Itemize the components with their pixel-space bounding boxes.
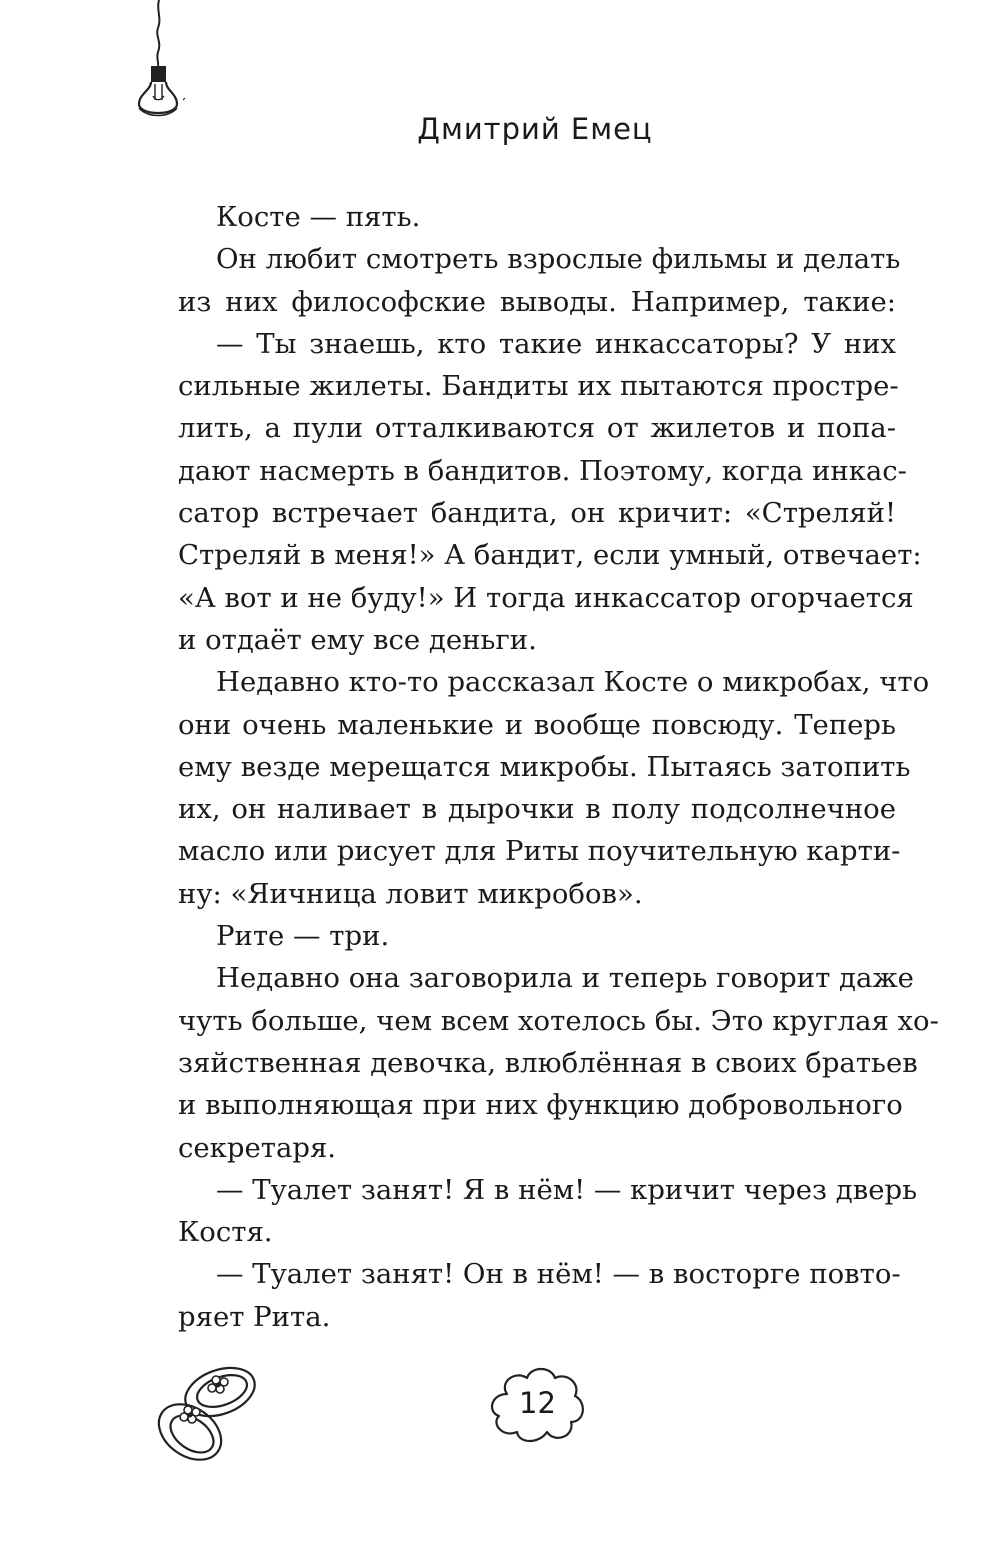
text-line: и отдаёт ему все деньги.	[178, 623, 537, 656]
text-line: Стреляй в меня!» А бандит, если умный, отвечает:	[178, 539, 922, 572]
text-line: дают насмерть в бандитов. Поэтому, когда инкас-	[178, 454, 907, 487]
text-line: — Туалет занят! Он в нём! — в восторге повто-	[216, 1258, 901, 1291]
text-line: Косте — пять.	[216, 201, 421, 233]
text-line: ему везде мерещатся микробы. Пытаясь затопить	[178, 750, 911, 783]
text-line: зяйственная девочка, влюблённая в своих братьев	[178, 1046, 918, 1079]
text-line: «А вот и не буду!» И тогда инкассатор огорчается	[178, 581, 914, 614]
text-line: Он любит смотреть взрослые фильмы и делать	[216, 243, 901, 276]
text-line: они очень маленькие и вообще повсюду. Теперь	[178, 708, 896, 741]
text-line: Рите — три.	[216, 920, 390, 953]
text-line: и выполняющая при них функцию добровольного	[178, 1089, 903, 1122]
text-line: сатор встречает бандита, он кричит: «Стреляй!	[178, 497, 896, 530]
text-line: масло или рисует для Риты поучительную карти-	[178, 835, 901, 868]
text-line: сильные жилеты. Бандиты их пытаются простре-	[178, 370, 899, 403]
text-line: — Ты знаешь, кто такие инкассаторы? У них	[216, 327, 896, 360]
text-line: их, он наливает в дырочки в полу подсолнечное	[178, 793, 896, 826]
text-line: лить, а пули отталкиваются от жилетов и попа-	[178, 412, 896, 445]
text-line: Костя.	[178, 1216, 273, 1249]
text-line: ну: «Яичница ловит микробов».	[178, 877, 643, 910]
page-number: 12	[519, 1386, 556, 1420]
text-line: — Туалет занят! Я в нём! — кричит через дверь	[216, 1173, 918, 1206]
text-line: ряет Рита.	[178, 1300, 331, 1333]
text-line: Недавно кто-то рассказал Косте о микробах, что	[216, 666, 930, 699]
text-line: чуть больше, чем всем хотелось бы. Это круглая хо-	[178, 1004, 939, 1037]
text-line: Недавно она заговорила и теперь говорит даже	[216, 962, 914, 995]
page-body	[178, 196, 939, 1338]
slippers-icon	[150, 1360, 265, 1470]
page-number-badge	[485, 1364, 590, 1446]
author-header: Дмитрий Емец	[417, 112, 653, 146]
text-line: из них философские выводы. Например, такие:	[178, 285, 896, 318]
light-bulb-icon	[125, 0, 195, 125]
text-line: секретаря.	[178, 1131, 337, 1164]
